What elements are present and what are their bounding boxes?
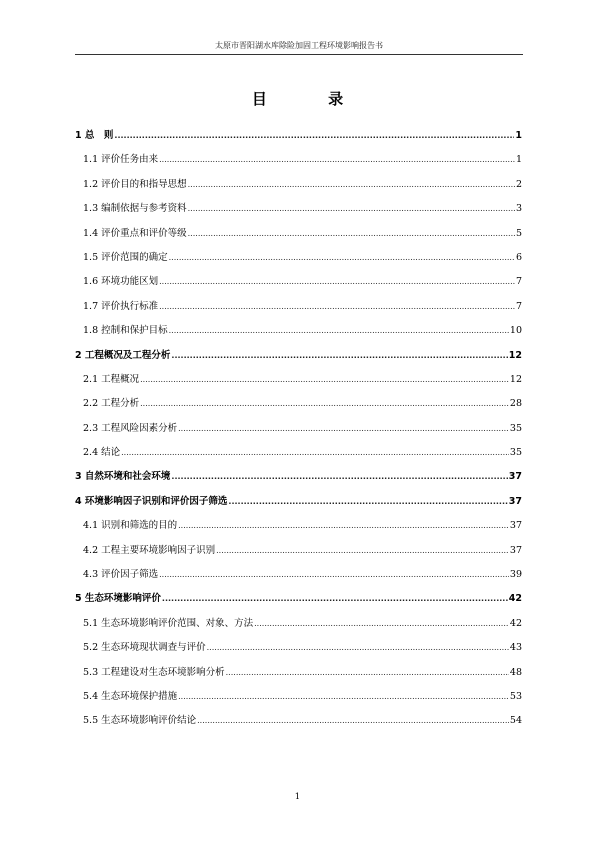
toc-entry-page: 54 [509, 715, 522, 727]
toc-entry-label: 5.3 工程建设对生态环境影响分析 [83, 666, 225, 678]
toc-entry-label: 5.5 生态环境影响评价结论 [83, 715, 197, 727]
toc-entry-label: 1 总 则 [75, 130, 114, 141]
dot-leader [140, 375, 509, 384]
toc-entry-label: 1.8 控制和保护目标 [83, 325, 168, 337]
toc-entry-page: 35 [509, 447, 522, 459]
toc-entry-page: 37 [508, 471, 522, 483]
toc-entry-label: 2.4 结论 [83, 447, 121, 459]
toc-entry-page: 53 [509, 690, 522, 702]
dot-leader [207, 643, 509, 652]
toc-section-entry[interactable] [75, 249, 522, 273]
dot-leader [159, 155, 515, 164]
toc-section-entry[interactable] [75, 615, 522, 639]
dot-leader [159, 302, 515, 311]
dot-leader [188, 204, 515, 213]
toc-section-entry[interactable] [75, 566, 522, 590]
toc-chapter-entry[interactable] [75, 468, 522, 492]
toc-entry-page: 7 [515, 276, 522, 288]
toc-section-entry[interactable] [75, 298, 522, 322]
toc-entry-page: 12 [508, 349, 522, 361]
dot-leader [140, 399, 509, 408]
toc-entry-label: 4 环境影响因子识别和评价因子筛选 [75, 495, 228, 507]
toc-entry-label: 4.2 工程主要环境影响因子识别 [83, 544, 216, 556]
toc-section-entry[interactable] [75, 542, 522, 566]
toc-chapter-entry[interactable] [75, 493, 522, 517]
dot-leader [162, 594, 508, 603]
dot-leader [197, 716, 509, 725]
dot-leader [114, 131, 514, 140]
dot-leader [171, 351, 507, 360]
toc-entry-page: 28 [509, 398, 522, 410]
toc-section-entry[interactable] [75, 322, 522, 346]
toc-section-entry[interactable] [75, 517, 522, 541]
header-rule [75, 54, 523, 55]
dot-leader [228, 497, 507, 506]
toc-entry-page: 10 [509, 325, 522, 337]
toc-section-entry[interactable] [75, 664, 522, 688]
toc-entry-label: 1.6 环境功能区划 [83, 276, 159, 288]
toc-section-entry[interactable] [75, 200, 522, 224]
toc-entry-page: 6 [515, 251, 522, 263]
dot-leader [171, 472, 507, 481]
dot-leader [226, 668, 509, 677]
toc-entry-page: 43 [509, 642, 522, 654]
toc-section-entry[interactable] [75, 639, 522, 663]
dot-leader [178, 692, 509, 701]
toc-section-entry[interactable] [75, 444, 522, 468]
toc-entry-label: 5 生态环境影响评价 [75, 593, 161, 605]
toc-section-entry[interactable] [75, 225, 522, 249]
toc-entry-page: 48 [509, 666, 522, 678]
toc-entry-label: 4.3 评价因子筛选 [83, 569, 159, 581]
toc-entry-label: 1.2 评价目的和指导思想 [83, 178, 187, 190]
toc-entry-page: 12 [509, 373, 522, 385]
toc-entry-label: 4.1 识别和筛选的目的 [83, 520, 178, 532]
dot-leader [188, 180, 515, 189]
toc-chapter-entry[interactable] [75, 590, 522, 614]
toc-entry-page: 39 [509, 569, 522, 581]
toc-chapter-entry[interactable] [75, 347, 522, 371]
toc-section-entry[interactable] [75, 151, 522, 175]
toc-entry-page: 5 [515, 227, 522, 239]
toc-entry-label: 1.7 评价执行标准 [83, 300, 159, 312]
toc-entry-page: 42 [508, 593, 522, 605]
toc-entry-label: 3 自然环境和社会环境 [75, 471, 171, 483]
toc-entry-page: 35 [509, 422, 522, 434]
dot-leader [169, 253, 515, 262]
dot-leader [169, 326, 509, 335]
toc-entry-page: 7 [515, 300, 522, 312]
toc-entry-page: 37 [509, 520, 522, 532]
dot-leader [178, 424, 509, 433]
toc-entry-label: 2 工程概况及工程分析 [75, 349, 171, 361]
toc-entry-label: 2.3 工程风险因素分析 [83, 422, 178, 434]
dot-leader [121, 448, 509, 457]
toc-entry-page: 37 [509, 544, 522, 556]
toc-entry-label: 1.3 编制依据与参考资料 [83, 203, 187, 215]
toc-entry-label: 2.2 工程分析 [83, 398, 140, 410]
toc-entry-label: 1.5 评价范围的确定 [83, 251, 168, 263]
toc-entry-page: 2 [515, 178, 522, 190]
dot-leader [159, 570, 509, 579]
dot-leader [216, 546, 509, 555]
toc-entry-page: 1 [515, 154, 522, 166]
toc-section-entry[interactable] [75, 420, 522, 444]
toc-entry-label: 1.1 评价任务由来 [83, 154, 159, 166]
toc-section-entry[interactable] [75, 371, 522, 395]
toc-section-entry[interactable] [75, 712, 522, 736]
toc-entry-label: 2.1 工程概况 [83, 373, 140, 385]
toc-entry-label: 1.4 评价重点和评价等级 [83, 227, 187, 239]
toc-entry-page: 42 [509, 617, 522, 629]
toc-entry-label: 5.2 生态环境现状调查与评价 [83, 642, 206, 654]
dot-leader [159, 277, 515, 286]
toc-entry-page: 37 [508, 495, 522, 507]
toc-chapter-entry[interactable] [75, 127, 522, 151]
toc-section-entry[interactable] [75, 688, 522, 712]
table-of-contents [75, 127, 522, 737]
dot-leader [254, 619, 509, 628]
running-header: 太原市晋阳湖水库除险加固工程环境影响报告书 [215, 41, 383, 50]
toc-section-entry[interactable] [75, 176, 522, 200]
toc-entry-page: 1 [515, 130, 522, 141]
toc-entry-page: 3 [515, 203, 522, 215]
dot-leader [178, 521, 509, 530]
toc-section-entry[interactable] [75, 273, 522, 297]
dot-leader [188, 229, 515, 238]
toc-section-entry[interactable] [75, 395, 522, 419]
toc-title: 目 录 [251, 90, 372, 108]
page-number: 1 [294, 792, 301, 802]
toc-entry-label: 5.4 生态环境保护措施 [83, 690, 178, 702]
toc-entry-label: 5.1 生态环境影响评价范围、对象、方法 [83, 617, 254, 629]
